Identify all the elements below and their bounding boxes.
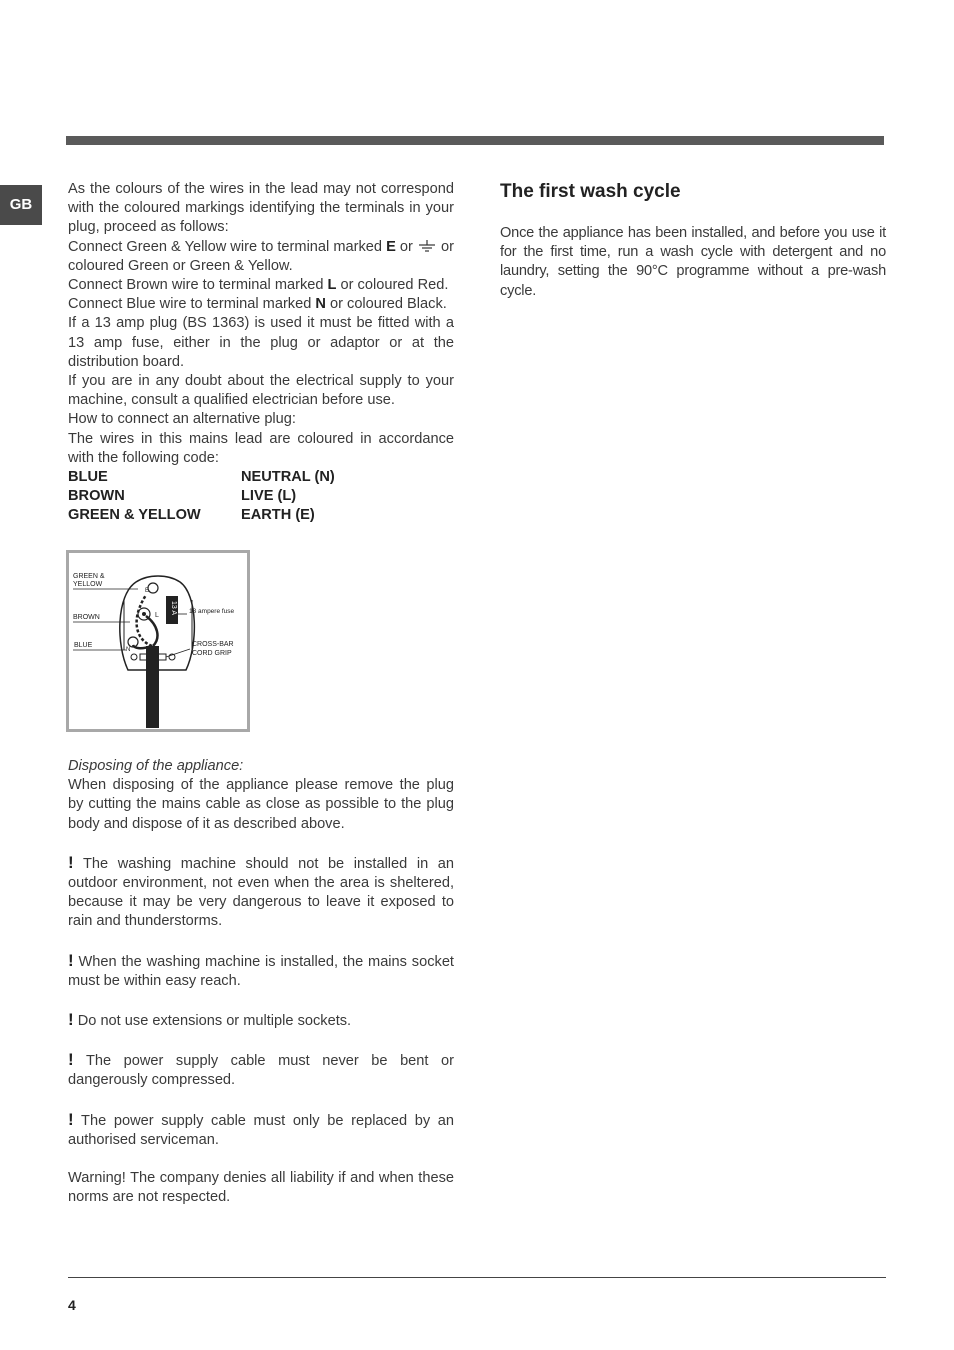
plug-wiring-diagram xyxy=(66,550,250,732)
label-fuse: 13 ampere fuse xyxy=(189,608,235,615)
warning-cable-bent: ! The power supply cable must never be bent or dangerously compressed. xyxy=(68,1050,454,1089)
intro-paragraph: As the colours of the wires in the lead may not correspond with the coloured markings identifying the terminals in your plug, proceed as follows: xyxy=(68,181,454,236)
wiring-instructions xyxy=(68,180,454,526)
disposal-text: When disposing of the appliance please remove the plug by cutting the mains cable as close as possible to the plug body and dispose of it as described above. xyxy=(68,777,454,832)
label-green-yellow-1: GREEN & xyxy=(73,573,105,580)
colour-code-table xyxy=(68,468,454,526)
earth-symbol-icon xyxy=(417,240,437,252)
header-bar xyxy=(66,136,884,145)
fuse-label: 13 A xyxy=(170,600,177,616)
label-blue: BLUE xyxy=(74,642,93,649)
colour-code-row: BROWN LIVE (L) xyxy=(68,488,297,505)
first-wash-section xyxy=(500,180,886,301)
colour-code-row: GREEN & YELLOW EARTH (E) xyxy=(68,507,315,524)
colour-code-intro: The wires in this mains lead are coloured in accordance with the following code: xyxy=(68,430,454,466)
page-number: 4 xyxy=(68,1297,76,1313)
doubt-paragraph: If you are in any doubt about the electrical supply to your machine, consult a qualified electrician before use. xyxy=(68,373,454,409)
warning-extensions: ! Do not use extensions or multiple sockets. xyxy=(68,1010,352,1030)
first-wash-text: Once the appliance has been installed, and before you use it for the first time, run a wash cycle with detergent and no laundry, setting the 90°C programme without a pre-wash cycle. xyxy=(500,225,886,299)
footer-rule xyxy=(68,1277,886,1278)
language-tab: GB xyxy=(0,185,42,225)
green-yellow-instruction: Connect Green & Yellow wire to terminal marked E or or coloured Green or Green & Yellow. xyxy=(68,238,454,274)
brown-instruction: Connect Brown wire to terminal marked L or coloured Red. xyxy=(68,277,449,294)
label-cord-grip: CORD GRIP xyxy=(192,650,232,657)
liability-warning: Warning! The company denies all liability if and when these norms are not respected. xyxy=(68,1170,454,1206)
fuse-paragraph: If a 13 amp plug (BS 1363) is used it must be fitted with a 13 amp fuse, either in the plug or adaptor or at the distribution board. xyxy=(68,315,454,370)
terminal-e-label: E xyxy=(145,588,150,594)
alternative-plug-heading: How to connect an alternative plug: xyxy=(68,411,296,428)
first-wash-heading: The first wash cycle xyxy=(500,181,681,202)
blue-instruction: Connect Blue wire to terminal marked N or coloured Black. xyxy=(68,296,447,313)
label-brown: BROWN xyxy=(73,614,100,621)
warning-outdoor: ! The washing machine should not be installed in an outdoor environment, not even when the area is sheltered, because it may be very dangerous to leave it exposed to rain and thunderstorms. xyxy=(68,852,455,930)
label-green-yellow-2: YELLOW xyxy=(73,581,103,588)
warning-cable-replace: ! The power supply cable must only be replaced by an authorised serviceman. xyxy=(68,1109,454,1148)
colour-code-row: BLUE NEUTRAL (N) xyxy=(68,469,335,486)
disposal-section xyxy=(68,757,454,1207)
warning-socket: ! When the washing machine is installed, the mains socket must be within easy reach. xyxy=(68,950,454,989)
label-cross-bar: CROSS-BAR xyxy=(192,641,234,648)
terminal-n-label: N xyxy=(126,647,131,653)
terminal-l-label: L xyxy=(155,612,159,619)
disposal-heading: Disposing of the appliance: xyxy=(68,758,244,774)
